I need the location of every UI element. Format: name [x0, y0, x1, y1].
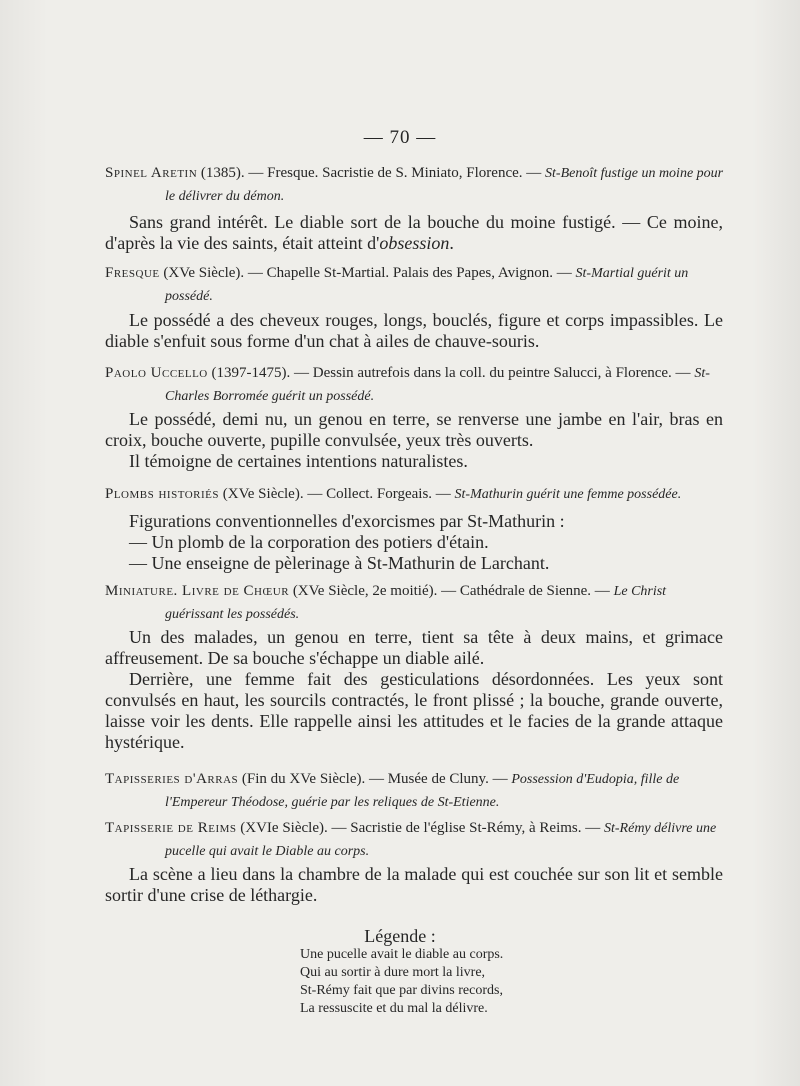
- artist-name: Plombs historiés: [105, 486, 220, 502]
- entry-description: Un des malades, un genou en terre, tient sa tête à deux mains, et grimace affreusement. De sa bouche s'échappe un diable ailé. Derrière, une femme fait des gesticulations désordonnées. Les yeux sont convulsés en haut, les sourcils contractés, le front plissé ; la bouche, grande ouverte, laisse voir les dents. Elle rappelle ainsi les attitudes et le facies de la grande attaque hystérique.: [105, 627, 723, 752]
- entry-heading: [105, 483, 725, 506]
- entry-description: Le possédé a des cheveux rouges, longs, bouclés, figure et corps impassibles. Le diable s'enfuit sous forme d'un chat à ailes de chauve-souris.: [105, 310, 723, 351]
- artist-name: Paolo Uccello: [105, 365, 208, 381]
- page-number: — 70 —: [363, 127, 437, 148]
- list-item: — Un plomb de la corporation des potiers d'étain.: [129, 532, 489, 552]
- artwork-title: St-Charles Borromée guérit un possédé.: [165, 366, 710, 404]
- entry-heading: [105, 580, 725, 626]
- entry-details: (Fin du XVe Siècle). — Musée de Cluny. —: [238, 771, 512, 787]
- artwork-title: St-Martial guérit un possédé.: [165, 266, 689, 304]
- entry-details: (XVe Siècle, 2e moitié). — Cathédrale de Sienne. —: [289, 583, 614, 599]
- entry-tapisserie-reims: [105, 817, 725, 863]
- entry-details: (XVe Siècle). — Chapelle St-Martial. Palais des Papes, Avignon. —: [159, 265, 576, 281]
- artwork-title: Le Christ guérissant les possédés.: [165, 584, 667, 622]
- entry-description: Le possédé, demi nu, un genou en terre, se renverse une jambe en l'air, bras en croix, bouche ouverte, pupille convulsée, yeux très ouverts. Il témoigne de certaines intentions naturalistes.: [105, 409, 723, 471]
- entry-paolo-uccello: [105, 362, 725, 408]
- artwork-title: St-Mathurin guérit une femme possédée.: [454, 487, 682, 502]
- entry-description: La scène a lieu dans la chambre de la malade qui est couchée sur son lit et semble sortir d'une crise de léthargie.: [105, 864, 723, 905]
- entry-details: (XVIe Siècle). — Sacristie de l'église St-Rémy, à Reims. —: [236, 820, 604, 836]
- entry-heading: [105, 262, 725, 308]
- verse-line: La ressuscite et du mal la délivre.: [300, 1001, 488, 1016]
- entry-description: Sans grand intérêt. Le diable sort de la bouche du moine fustigé. — Ce moine, d'après la vie des saints, était atteint d'obsession.: [105, 212, 723, 253]
- entry-description: Figurations conventionnelles d'exorcismes par St-Mathurin : — Un plomb de la corporation des potiers d'étain. — Une enseigne de pèlerinage à St-Mathurin de Larchant.: [105, 511, 723, 574]
- artist-name: Tapisserie de Reims: [105, 820, 237, 836]
- entry-miniature-sienne: [105, 580, 725, 626]
- artwork-title: St-Benoît fustige un moine pour le délivrer du démon.: [165, 166, 724, 204]
- entry-heading: [105, 768, 725, 814]
- artist-name: Spinel Aretin: [105, 165, 198, 181]
- artist-name: Fresque: [105, 265, 160, 281]
- entry-fresque-avignon: [105, 262, 725, 308]
- list-item: — Une enseigne de pèlerinage à St-Mathurin de Larchant.: [129, 553, 550, 573]
- entry-heading: [105, 362, 725, 408]
- artwork-title: Possession d'Eudopia, fille de l'Empereur Théodose, guérie par les reliques de St-Etienne.: [165, 772, 680, 810]
- entry-heading: [105, 817, 725, 863]
- entry-details: (XVe Siècle). — Collect. Forgeais. —: [219, 486, 455, 502]
- entry-tapisseries-arras: [105, 768, 725, 814]
- artwork-title: St-Rémy délivre une pucelle qui avait le Diable au corps.: [165, 821, 717, 859]
- entry-heading: [105, 162, 725, 208]
- artist-name: Tapisseries d'Arras: [105, 771, 239, 787]
- verse-line: Une pucelle avait le diable au corps.: [300, 947, 504, 962]
- legend-verse: [300, 946, 560, 1018]
- legend-title: Légende :: [364, 926, 436, 946]
- entry-details: (1397-1475). — Dessin autrefois dans la coll. du peintre Salucci, à Florence. —: [207, 365, 695, 381]
- entry-spinel-aretin: [105, 162, 725, 208]
- artist-name: Miniature. Livre de Chœur: [105, 583, 290, 599]
- entry-plombs-histories: [105, 483, 725, 506]
- verse-line: St-Rémy fait que par divins records,: [300, 983, 503, 998]
- verse-line: Qui au sortir à dure mort la livre,: [300, 965, 486, 980]
- entry-details: (1385). — Fresque. Sacristie de S. Miniato, Florence. —: [197, 165, 546, 181]
